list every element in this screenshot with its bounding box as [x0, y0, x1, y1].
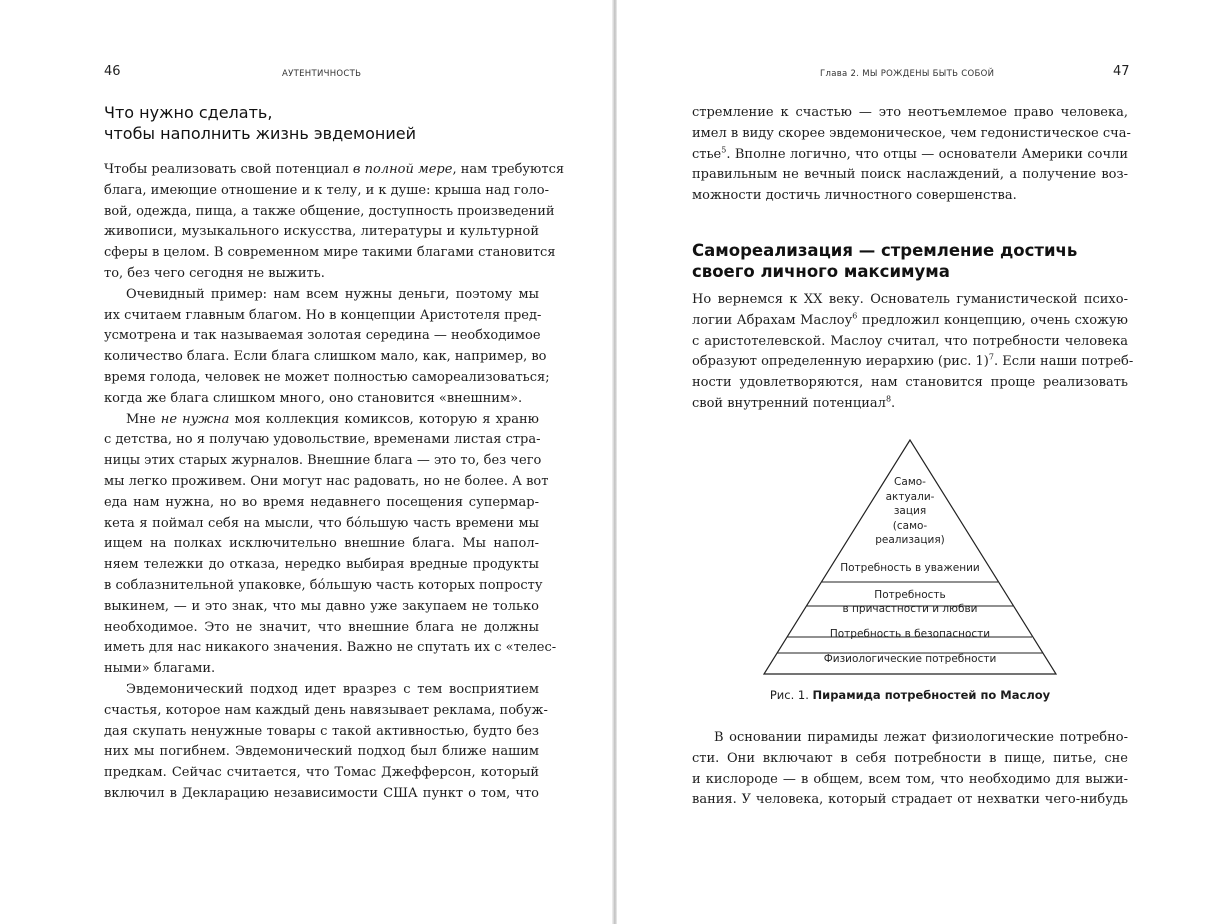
- text-line: сти. Они включают в себя потребности в пище, питье, сне: [692, 750, 1128, 766]
- text-line: Чтобы реализовать свой потенциал в полной мере, нам требуются: [104, 162, 565, 177]
- text-line: еда нам нужна, но во время недавнего посещения супермар-: [104, 494, 539, 510]
- text-line: вой, одежда, пища, а также общение, доступность произведений: [104, 203, 555, 219]
- text-line: стье$^5$. Вполне логично, что отцы — основатели Америки сочли: [692, 145, 1128, 162]
- pyramid-level-belonging: [762, 588, 1058, 616]
- pyramid-label-line: актуали-: [885, 490, 935, 503]
- section-heading-left: [104, 102, 416, 144]
- body-text-right-bottom: [692, 728, 1128, 811]
- caption-prefix: Рис. 1.: [769, 688, 809, 702]
- text-line: няем тележки до отказа, нередко выбирая вредные продукты: [104, 557, 539, 573]
- heading-line: чтобы наполнить жизнь эвдемонией: [104, 124, 416, 143]
- text-line: с детства, но я получаю удовольствие, временами листая стра-: [104, 432, 541, 448]
- pyramid-level-safety: [762, 627, 1058, 641]
- pyramid-level-esteem: [762, 561, 1058, 575]
- heading-line: Самореализация — стремление достичь: [692, 241, 1078, 260]
- text-line: с аристотелевской. Маслоу считал, что потребности человека: [692, 333, 1128, 349]
- pyramid-label-line: реализация): [875, 534, 945, 546]
- left-page: [0, 0, 614, 924]
- text-line: В основании пирамиды лежат физиологические потребно-: [714, 730, 1128, 745]
- text-line: количество блага. Если блага слишком мало, как, например, во: [104, 349, 547, 365]
- pyramid-label-line: (само-: [892, 519, 928, 532]
- text-line: Очевидный пример: нам всем нужны деньги, поэтому мы: [126, 286, 539, 302]
- figure-caption: [700, 688, 1120, 702]
- pyramid-label-line: зация: [893, 505, 927, 517]
- text-line: свой внутренний потенциал$^8$.: [692, 394, 896, 411]
- text-line: Мне не нужна моя коллекция комиксов, которую я храню: [126, 411, 539, 427]
- text-line: имел в виду скорее эвдемоническое, чем гедонистическое сча-: [692, 125, 1131, 141]
- text-line: то, без чего сегодня не выжить.: [104, 265, 325, 281]
- pyramid-label-line: Потребность: [874, 589, 946, 601]
- text-line: блага, имеющие отношение и к телу, и к душе: крыша над голо-: [104, 182, 550, 198]
- text-line: Эвдемонический подход идет вразрез с тем восприятием: [126, 681, 539, 697]
- text-line: счастья, которое нам каждый день навязывает реклама, побуж-: [104, 702, 548, 718]
- running-header-right: Глава 2. МЫ РОЖДЕНЫ БЫТЬ СОБОЙ: [820, 69, 995, 79]
- body-text-left: [104, 160, 565, 805]
- text-line: ищем на полках исключительно внешние блага. Мы напол-: [104, 536, 539, 552]
- body-text-right-top: [692, 103, 1131, 207]
- text-line: правильным не вечный поиск наслаждений, а получение воз-: [692, 167, 1128, 183]
- text-line: мы легко проживем. Они могут нас радовать, но не более. А вот: [104, 473, 549, 489]
- text-line: логии Абрахам Маслоу$^6$ предложил концепцию, очень схожую: [692, 311, 1128, 328]
- text-line: ности удовлетворяются, нам становится проще реализовать: [692, 375, 1128, 391]
- text-line: когда же блага слишком много, оно становится «внешним».: [104, 390, 523, 406]
- body-text-right-middle: [692, 290, 1134, 415]
- page-number-right: 47: [1113, 64, 1130, 79]
- text-line: вания. У человека, который страдает от нехватки чего-нибудь: [692, 792, 1128, 808]
- running-header-left: АУТЕНТИЧНОСТЬ: [282, 69, 362, 79]
- text-line: ными» благами.: [104, 661, 216, 677]
- pyramid-level-self-actualization: [762, 475, 1058, 548]
- heading-line: Что нужно сделать,: [104, 103, 273, 122]
- text-line: выкинем, — и это знак, что мы давно уже закупаем не только: [104, 598, 539, 614]
- text-line: стремление к счастью — это неотъемлемое право человека,: [692, 105, 1128, 120]
- text-line: можности достичь личностного совершенства.: [692, 188, 1017, 204]
- text-line: и кислороде — в общем, всем том, что необходимо для выжи-: [692, 771, 1128, 787]
- text-line: включил в Декларацию независимости США пункт о том, что: [104, 785, 539, 801]
- text-line: живописи, музыкального искусства, литературы и культурной: [104, 224, 539, 240]
- text-line: Но вернемся к XX веку. Основатель гуманистической психо-: [692, 292, 1128, 307]
- pyramid-label-line: в причастности и любви: [842, 603, 978, 615]
- text-line: время голода, человек не может полностью самореализоваться;: [104, 369, 550, 385]
- text-line: усмотрена и так называемая золотая середина — необходимое: [104, 328, 541, 344]
- page-number-left: 46: [104, 64, 121, 79]
- text-line: кета я поймал себя на мысли, что бóльшую часть времени мы: [104, 515, 539, 531]
- text-line: сферы в целом. В современном мире такими благами становится: [104, 245, 556, 261]
- caption-title: Пирамида потребностей по Маслоу: [812, 688, 1051, 702]
- section-heading-right: [692, 240, 1077, 282]
- pyramid-label-line: Потребность в уважении: [840, 562, 980, 574]
- text-line: ницы этих старых журналов. Внешние блага — это то, без чего: [104, 453, 542, 469]
- text-line: предкам. Сейчас считается, что Томас Джефферсон, который: [104, 765, 539, 781]
- text-line: образуют определенную иерархию (рис. 1)$^7$. Если наши потреб-: [692, 353, 1134, 370]
- text-line: дая скупать ненужные товары с такой активностью, будто без: [104, 723, 539, 739]
- heading-line: своего личного максимума: [692, 262, 950, 281]
- pyramid-label-line: Само-: [894, 476, 926, 488]
- text-line: иметь для нас никакого значения. Важно не спутать их с «телес-: [104, 640, 557, 656]
- text-line: в соблазнительной упаковке, бóльшую часть которых попросту: [104, 577, 543, 593]
- text-line: них мы погибнем. Эвдемонический подход был ближе нашим: [104, 744, 539, 760]
- pyramid-label-line: Потребность в безопасности: [829, 628, 991, 640]
- text-line: их считаем главным благом. Но в концепции Аристотеля пред-: [104, 307, 542, 323]
- pyramid-label-line: Физиологические потребности: [823, 653, 997, 665]
- text-line: необходимое. Это не значит, что внешние блага не должны: [104, 619, 539, 635]
- pyramid-level-physiological: [762, 652, 1058, 666]
